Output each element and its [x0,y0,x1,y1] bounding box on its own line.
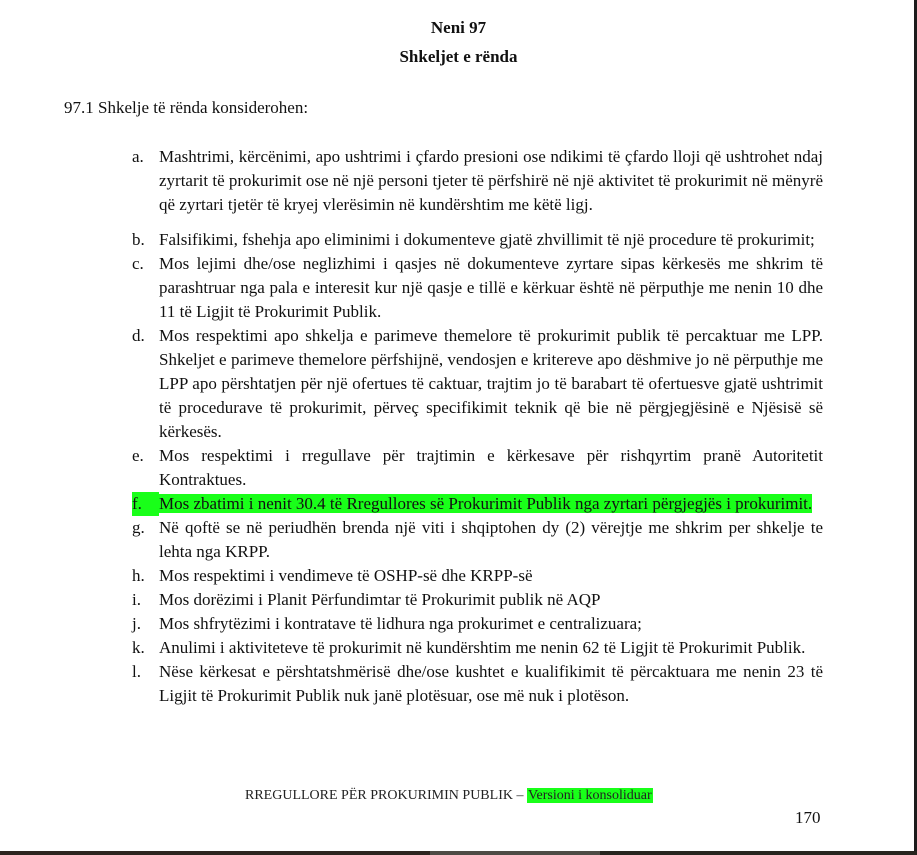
list-item-text: Mashtrimi, kërcënimi, apo ushtrimi i çfardo presioni ose ndikimi të çfardo lloji që ushtrohet ndaj zyrtarit të prokurimit ose në një personi tjeter të përfshirë në një aktivitet të prokurimit në mënyrë që zyrtari tjetër të kryej vlerësimin në kundërshtim me këtë ligj. [159,147,823,214]
viewer-bottom-bar [0,851,917,855]
list-marker: d. [132,326,145,345]
page-number: 170 [795,808,821,827]
bottom-bar-segment [600,851,917,855]
bottom-bar-segment [0,851,430,855]
list-marker: c. [132,254,144,273]
list-item-text: Në qoftë se në periudhën brenda një viti i shqiptohen dy (2) vërejtje me shkrim per shkelje te lehta nga KRPP. [159,518,823,561]
article-intro: 97.1 Shkelje të rënda konsiderohen: [64,98,309,117]
footer-version-highlight: Versioni i konsoliduar [527,788,652,803]
list-item-text: Mos respektimi apo shkelja e parimeve themelore të prokurimit publik të percaktuar me LPP. Shkeljet e parimeve themelore përfshijnë, vendosjen e kritereve apo dëshmive jo në përputhje me LPP apo përshtatjen për një ofertues të caktuar, trajtim jo të barabart të ofertuesve gjatë ushtrimit të procedurave të prokurimit, përveç specifikimit teknik që bie në përgjegjësinë e Njësisë së kërkesës. [159,326,823,441]
list-item-text: Mos shfrytëzimi i kontratave të lidhura nga prokurimet e centralizuara; [159,614,642,633]
list-item-i [132,588,823,612]
list-marker: k. [132,638,145,657]
article-title: Shkeljet e rënda [399,47,518,66]
list-item-text: Anulimi i aktiviteteve të prokurimit në kundërshtim me nenin 62 të Ligjit të Prokurimit Publik. [159,638,806,657]
list-item-a [132,145,823,217]
list-item-text: Mos respektimi i rregullave për trajtimin e kërkesave për rishqyrtim pranë Autoritetit Kontraktues. [159,446,823,489]
list-item-h [132,564,823,588]
list-item-e [132,444,823,492]
list-item-text: Falsifikimi, fshehja apo eliminimi i dokumenteve gjatë zhvillimit të një procedure të prokurimit; [159,230,815,249]
list-item-d [132,324,823,444]
list-marker: j. [132,614,141,633]
list-marker: i. [132,590,141,609]
violations-list [132,145,823,708]
list-item-l [132,660,823,708]
page-footer [245,788,653,804]
list-marker: l. [132,662,141,681]
list-item-j [132,612,823,636]
list-item-f-highlighted [132,492,823,516]
footer-title: RREGULLORE PËR PROKURIMIN PUBLIK – [245,788,527,803]
article-number: Neni 97 [430,18,487,37]
list-item-text: Mos respektimi i vendimeve të OSHP-së dhe KRPP-së [159,566,533,585]
list-item-c [132,252,823,324]
list-item-k [132,636,823,660]
list-item-text: Mos lejimi dhe/ose neglizhimi i qasjes në dokumenteve zyrtare sipas kërkesës me shkrim të parashtruar nga pala e interesit kur një qasje e tillë e kërkuar është në përputhje me nenin 10 dhe 11 të Ligjit të Prokurimit Publik. [159,254,823,321]
list-marker: a. [132,147,144,166]
list-marker: g. [132,518,145,537]
list-item-b [132,228,823,252]
list-item-text: Nëse kërkesat e përshtatshmërisë dhe/ose kushtet e kualifikimit të përcaktuara me nenin 23 të Ligjit të Prokurimit Publik nuk janë plotësuar, ose më nuk i plotëson. [159,662,823,705]
list-item-g [132,516,823,564]
list-marker: f. [132,492,159,516]
bottom-bar-segment [430,851,600,855]
highlighted-text: Mos zbatimi i nenit 30.4 të Rregullores së Prokurimit Publik nga zyrtari përgjegjës i prokurimit. [159,494,813,513]
list-marker: e. [132,446,144,465]
list-item-text: Mos dorëzimi i Planit Përfundimtar të Prokurimit publik në AQP [159,590,601,609]
list-marker: h. [132,566,145,585]
list-marker: b. [132,230,145,249]
